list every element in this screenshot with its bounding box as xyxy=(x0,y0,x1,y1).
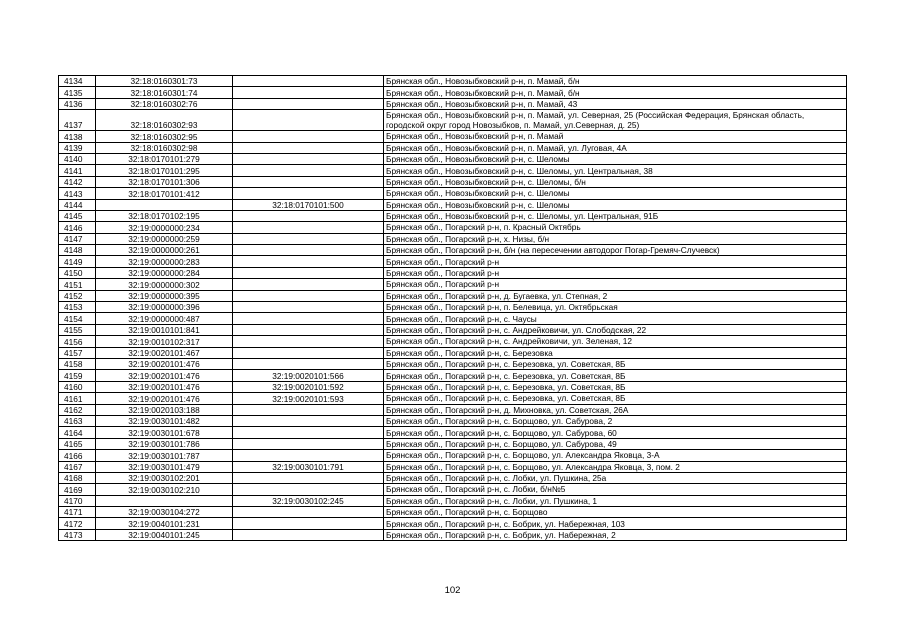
cadastral-number-cell: 32:18:0160302:76 xyxy=(96,98,233,109)
table-row xyxy=(59,256,847,267)
row-number-cell: 4150 xyxy=(59,267,96,278)
row-number-cell: 4165 xyxy=(59,438,96,449)
object-cadastral-number-cell xyxy=(233,279,384,290)
object-cadastral-number-cell xyxy=(233,222,384,233)
row-number-cell: 4153 xyxy=(59,302,96,313)
address-cell: Брянская обл., Новозыбковский р-н, п. Мамай, б/н xyxy=(384,76,847,87)
object-cadastral-number-cell xyxy=(233,233,384,244)
object-cadastral-number-cell xyxy=(233,507,384,518)
address-cell: Брянская обл., Погарский р-н, с. Андрейковичи, ул. Зеленая, 12 xyxy=(384,336,847,347)
row-number-cell: 4163 xyxy=(59,415,96,426)
registry-table-body xyxy=(59,76,847,541)
row-number-cell: 4154 xyxy=(59,313,96,324)
table-row xyxy=(59,438,847,449)
object-cadastral-number-cell xyxy=(233,518,384,529)
address-cell: Брянская обл., Погарский р-н, п. Белевица, ул. Октябрьская xyxy=(384,302,847,313)
row-number-cell: 4156 xyxy=(59,336,96,347)
cadastral-number-cell: 32:19:0000000:234 xyxy=(96,222,233,233)
row-number-cell: 4145 xyxy=(59,210,96,221)
address-cell: Брянская обл., Погарский р-н, с. Борщово, ул. Сабурова, 60 xyxy=(384,427,847,438)
object-cadastral-number-cell: 32:18:0170101:500 xyxy=(233,199,384,210)
table-row xyxy=(59,142,847,153)
row-number-cell: 4157 xyxy=(59,347,96,358)
cadastral-number-cell: 32:18:0160302:93 xyxy=(96,110,233,131)
row-number-cell: 4162 xyxy=(59,404,96,415)
cadastral-number-cell: 32:19:0000000:302 xyxy=(96,279,233,290)
object-cadastral-number-cell xyxy=(233,131,384,142)
cadastral-number-cell: 32:18:0170101:295 xyxy=(96,165,233,176)
cadastral-number-cell: 32:19:0000000:259 xyxy=(96,233,233,244)
cadastral-number-cell: 32:19:0010102:317 xyxy=(96,336,233,347)
address-cell: Брянская обл., Новозыбковский р-н, п. Мамай, ул. Луговая, 4А xyxy=(384,142,847,153)
object-cadastral-number-cell xyxy=(233,427,384,438)
object-cadastral-number-cell: 32:19:0030101:791 xyxy=(233,461,384,472)
cadastral-number-cell: 32:18:0170101:306 xyxy=(96,176,233,187)
cadastral-number-cell: 32:19:0020103:188 xyxy=(96,404,233,415)
row-number-cell: 4172 xyxy=(59,518,96,529)
object-cadastral-number-cell xyxy=(233,290,384,301)
address-cell: Брянская обл., Погарский р-н, б/н (на пересечении автодорог Погар-Гремяч-Случевск) xyxy=(384,245,847,256)
cadastral-number-cell: 32:19:0000000:487 xyxy=(96,313,233,324)
cadastral-number-cell: 32:19:0040101:231 xyxy=(96,518,233,529)
address-cell: Брянская обл., Погарский р-н, с. Борщово xyxy=(384,507,847,518)
row-number-cell: 4142 xyxy=(59,176,96,187)
address-cell: Брянская обл., Погарский р-н, с. Борщово, ул. Александра Яковца, 3-А xyxy=(384,450,847,461)
address-cell: Брянская обл., Погарский р-н xyxy=(384,267,847,278)
object-cadastral-number-cell: 32:19:0020101:566 xyxy=(233,370,384,381)
table-row xyxy=(59,302,847,313)
object-cadastral-number-cell xyxy=(233,472,384,483)
object-cadastral-number-cell xyxy=(233,302,384,313)
object-cadastral-number-cell xyxy=(233,76,384,87)
object-cadastral-number-cell xyxy=(233,245,384,256)
table-row xyxy=(59,245,847,256)
address-cell: Брянская обл., Погарский р-н, с. Лобки, б/н№5 xyxy=(384,484,847,495)
row-number-cell: 4149 xyxy=(59,256,96,267)
row-number-cell: 4160 xyxy=(59,381,96,392)
table-row xyxy=(59,290,847,301)
cadastral-number-cell: 32:19:0000000:284 xyxy=(96,267,233,278)
table-row xyxy=(59,188,847,199)
address-cell: Брянская обл., Погарский р-н, с. Борщово, ул. Александра Яковца, 3, пом. 2 xyxy=(384,461,847,472)
address-cell: Брянская обл., Погарский р-н, с. Борщово, ул. Сабурова, 49 xyxy=(384,438,847,449)
object-cadastral-number-cell xyxy=(233,210,384,221)
cadastral-number-cell: 32:19:0030101:787 xyxy=(96,450,233,461)
address-cell: Брянская обл., Погарский р-н, п. Красный Октябрь xyxy=(384,222,847,233)
cadastral-number-cell: 32:19:0030102:201 xyxy=(96,472,233,483)
cadastral-number-cell: 32:19:0030104:272 xyxy=(96,507,233,518)
cadastral-number-cell: 32:18:0170101:279 xyxy=(96,153,233,164)
object-cadastral-number-cell xyxy=(233,347,384,358)
cadastral-number-cell: 32:19:0020101:476 xyxy=(96,393,233,404)
table-row xyxy=(59,347,847,358)
row-number-cell: 4171 xyxy=(59,507,96,518)
cadastral-number-cell: 32:19:0040101:245 xyxy=(96,529,233,540)
address-cell: Брянская обл., Погарский р-н, с. Березовка, ул. Советская, 8Б xyxy=(384,381,847,392)
table-row xyxy=(59,279,847,290)
table-row xyxy=(59,165,847,176)
table-row xyxy=(59,233,847,244)
table-row xyxy=(59,131,847,142)
object-cadastral-number-cell xyxy=(233,529,384,540)
row-number-cell: 4173 xyxy=(59,529,96,540)
cadastral-number-cell: 32:18:0160301:73 xyxy=(96,76,233,87)
table-row xyxy=(59,110,847,131)
object-cadastral-number-cell: 32:19:0020101:592 xyxy=(233,381,384,392)
row-number-cell: 4146 xyxy=(59,222,96,233)
table-row xyxy=(59,324,847,335)
table-row xyxy=(59,415,847,426)
object-cadastral-number-cell xyxy=(233,87,384,98)
cadastral-number-cell: 32:19:0010101:841 xyxy=(96,324,233,335)
address-cell: Брянская обл., Новозыбковский р-н, п. Мамай, б/н xyxy=(384,87,847,98)
table-row xyxy=(59,450,847,461)
cadastral-number-cell: 32:18:0170101:412 xyxy=(96,188,233,199)
cadastral-number-cell: 32:19:0000000:261 xyxy=(96,245,233,256)
address-cell: Брянская обл., Новозыбковский р-н, с. Шеломы, б/н xyxy=(384,176,847,187)
row-number-cell: 4140 xyxy=(59,153,96,164)
cadastral-number-cell: 32:19:0030101:678 xyxy=(96,427,233,438)
table-row xyxy=(59,98,847,109)
address-cell: Брянская обл., Погарский р-н, с. Борщово, ул. Сабурова, 2 xyxy=(384,415,847,426)
address-cell: Брянская обл., Новозыбковский р-н, с. Шеломы xyxy=(384,199,847,210)
address-cell: Брянская обл., Погарский р-н, д. Михновка, ул. Советская, 26А xyxy=(384,404,847,415)
row-number-cell: 4169 xyxy=(59,484,96,495)
object-cadastral-number-cell: 32:19:0020101:593 xyxy=(233,393,384,404)
table-row xyxy=(59,153,847,164)
cadastral-number-cell: 32:19:0020101:476 xyxy=(96,358,233,369)
object-cadastral-number-cell xyxy=(233,438,384,449)
address-cell: Брянская обл., Погарский р-н, с. Березовка, ул. Советская, 8Б xyxy=(384,358,847,369)
cadastral-number-cell: 32:18:0160302:98 xyxy=(96,142,233,153)
table-row xyxy=(59,495,847,506)
address-cell: Брянская обл., Погарский р-н, с. Бобрик, ул. Набережная, 2 xyxy=(384,529,847,540)
table-row xyxy=(59,87,847,98)
object-cadastral-number-cell: 32:19:0030102:245 xyxy=(233,495,384,506)
object-cadastral-number-cell xyxy=(233,188,384,199)
address-cell: Брянская обл., Новозыбковский р-н, с. Шеломы xyxy=(384,153,847,164)
row-number-cell: 4147 xyxy=(59,233,96,244)
page-number: 102 xyxy=(444,585,461,596)
row-number-cell: 4136 xyxy=(59,98,96,109)
table-row xyxy=(59,222,847,233)
row-number-cell: 4168 xyxy=(59,472,96,483)
row-number-cell: 4161 xyxy=(59,393,96,404)
table-row xyxy=(59,393,847,404)
object-cadastral-number-cell xyxy=(233,358,384,369)
address-cell: Брянская обл., Погарский р-н, с. Бобрик, ул. Набережная, 103 xyxy=(384,518,847,529)
address-cell: Брянская обл., Погарский р-н, х. Низы, б/н xyxy=(384,233,847,244)
cadastral-number-cell: 32:18:0160301:74 xyxy=(96,87,233,98)
cadastral-number-cell xyxy=(96,495,233,506)
object-cadastral-number-cell xyxy=(233,256,384,267)
table-row xyxy=(59,267,847,278)
row-number-cell: 4152 xyxy=(59,290,96,301)
cadastral-number-cell: 32:19:0020101:476 xyxy=(96,370,233,381)
row-number-cell: 4137 xyxy=(59,110,96,131)
table-row xyxy=(59,199,847,210)
object-cadastral-number-cell xyxy=(233,153,384,164)
row-number-cell: 4143 xyxy=(59,188,96,199)
cadastral-number-cell: 32:18:0170102:195 xyxy=(96,210,233,221)
table-row xyxy=(59,461,847,472)
cadastral-number-cell: 32:19:0020101:476 xyxy=(96,381,233,392)
row-number-cell: 4151 xyxy=(59,279,96,290)
table-row xyxy=(59,176,847,187)
address-cell: Брянская обл., Погарский р-н, с. Березовка, ул. Советская, 8Б xyxy=(384,370,847,381)
object-cadastral-number-cell xyxy=(233,415,384,426)
row-number-cell: 4135 xyxy=(59,87,96,98)
table-row xyxy=(59,358,847,369)
object-cadastral-number-cell xyxy=(233,404,384,415)
address-cell: Брянская обл., Погарский р-н, с. Березовка, ул. Советская, 8Б xyxy=(384,393,847,404)
row-number-cell: 4170 xyxy=(59,495,96,506)
row-number-cell: 4166 xyxy=(59,450,96,461)
object-cadastral-number-cell xyxy=(233,324,384,335)
address-cell: Брянская обл., Погарский р-н, с. Березовка xyxy=(384,347,847,358)
object-cadastral-number-cell xyxy=(233,313,384,324)
cadastral-number-cell: 32:19:0030101:482 xyxy=(96,415,233,426)
object-cadastral-number-cell xyxy=(233,336,384,347)
cadastral-number-cell: 32:19:0030101:786 xyxy=(96,438,233,449)
object-cadastral-number-cell xyxy=(233,267,384,278)
table-row xyxy=(59,370,847,381)
cadastral-number-cell xyxy=(96,199,233,210)
object-cadastral-number-cell xyxy=(233,165,384,176)
address-cell: Брянская обл., Новозыбковский р-н, с. Шеломы, ул. Центральная, 91Б xyxy=(384,210,847,221)
table-row xyxy=(59,472,847,483)
address-cell: Брянская обл., Погарский р-н, с. Чаусы xyxy=(384,313,847,324)
address-cell: Брянская обл., Новозыбковский р-н, с. Шеломы xyxy=(384,188,847,199)
registry-table xyxy=(58,75,847,541)
address-cell: Брянская обл., Погарский р-н, с. Андрейковичи, ул. Слободская, 22 xyxy=(384,324,847,335)
cadastral-number-cell: 32:19:0030101:479 xyxy=(96,461,233,472)
cadastral-number-cell: 32:19:0000000:283 xyxy=(96,256,233,267)
table-row xyxy=(59,381,847,392)
address-cell: Брянская обл., Новозыбковский р-н, п. Мамай, ул. Северная, 25 (Российская Федерация, Брянская область, городской округ город Новозыбков, п. Мамай, ул.Северная, д. 25) xyxy=(384,110,847,131)
table-row xyxy=(59,76,847,87)
object-cadastral-number-cell xyxy=(233,142,384,153)
row-number-cell: 4144 xyxy=(59,199,96,210)
cadastral-number-cell: 32:18:0160302:95 xyxy=(96,131,233,142)
object-cadastral-number-cell xyxy=(233,484,384,495)
row-number-cell: 4134 xyxy=(59,76,96,87)
cadastral-number-cell: 32:19:0000000:396 xyxy=(96,302,233,313)
row-number-cell: 4167 xyxy=(59,461,96,472)
row-number-cell: 4159 xyxy=(59,370,96,381)
row-number-cell: 4138 xyxy=(59,131,96,142)
row-number-cell: 4155 xyxy=(59,324,96,335)
table-row xyxy=(59,507,847,518)
table-row xyxy=(59,404,847,415)
address-cell: Брянская обл., Погарский р-н, д. Бугаевка, ул. Степная, 2 xyxy=(384,290,847,301)
object-cadastral-number-cell xyxy=(233,98,384,109)
address-cell: Брянская обл., Новозыбковский р-н, п. Мамай, 43 xyxy=(384,98,847,109)
address-cell: Брянская обл., Погарский р-н, с. Лобки, ул. Пушкина, 25а xyxy=(384,472,847,483)
table-row xyxy=(59,210,847,221)
address-cell: Брянская обл., Погарский р-н xyxy=(384,279,847,290)
object-cadastral-number-cell xyxy=(233,110,384,131)
table-row xyxy=(59,336,847,347)
row-number-cell: 4148 xyxy=(59,245,96,256)
row-number-cell: 4164 xyxy=(59,427,96,438)
table-row xyxy=(59,427,847,438)
row-number-cell: 4158 xyxy=(59,358,96,369)
address-cell: Брянская обл., Погарский р-н xyxy=(384,256,847,267)
table-row xyxy=(59,313,847,324)
object-cadastral-number-cell xyxy=(233,450,384,461)
row-number-cell: 4139 xyxy=(59,142,96,153)
table-row xyxy=(59,484,847,495)
address-cell: Брянская обл., Погарский р-н, с. Лобки, ул. Пушкина, 1 xyxy=(384,495,847,506)
cadastral-number-cell: 32:19:0020101:467 xyxy=(96,347,233,358)
cadastral-number-cell: 32:19:0030102:210 xyxy=(96,484,233,495)
row-number-cell: 4141 xyxy=(59,165,96,176)
cadastral-number-cell: 32:19:0000000:395 xyxy=(96,290,233,301)
table-row xyxy=(59,529,847,540)
object-cadastral-number-cell xyxy=(233,176,384,187)
address-cell: Брянская обл., Новозыбковский р-н, п. Мамай xyxy=(384,131,847,142)
address-cell: Брянская обл., Новозыбковский р-н, с. Шеломы, ул. Центральная, 38 xyxy=(384,165,847,176)
table-row xyxy=(59,518,847,529)
